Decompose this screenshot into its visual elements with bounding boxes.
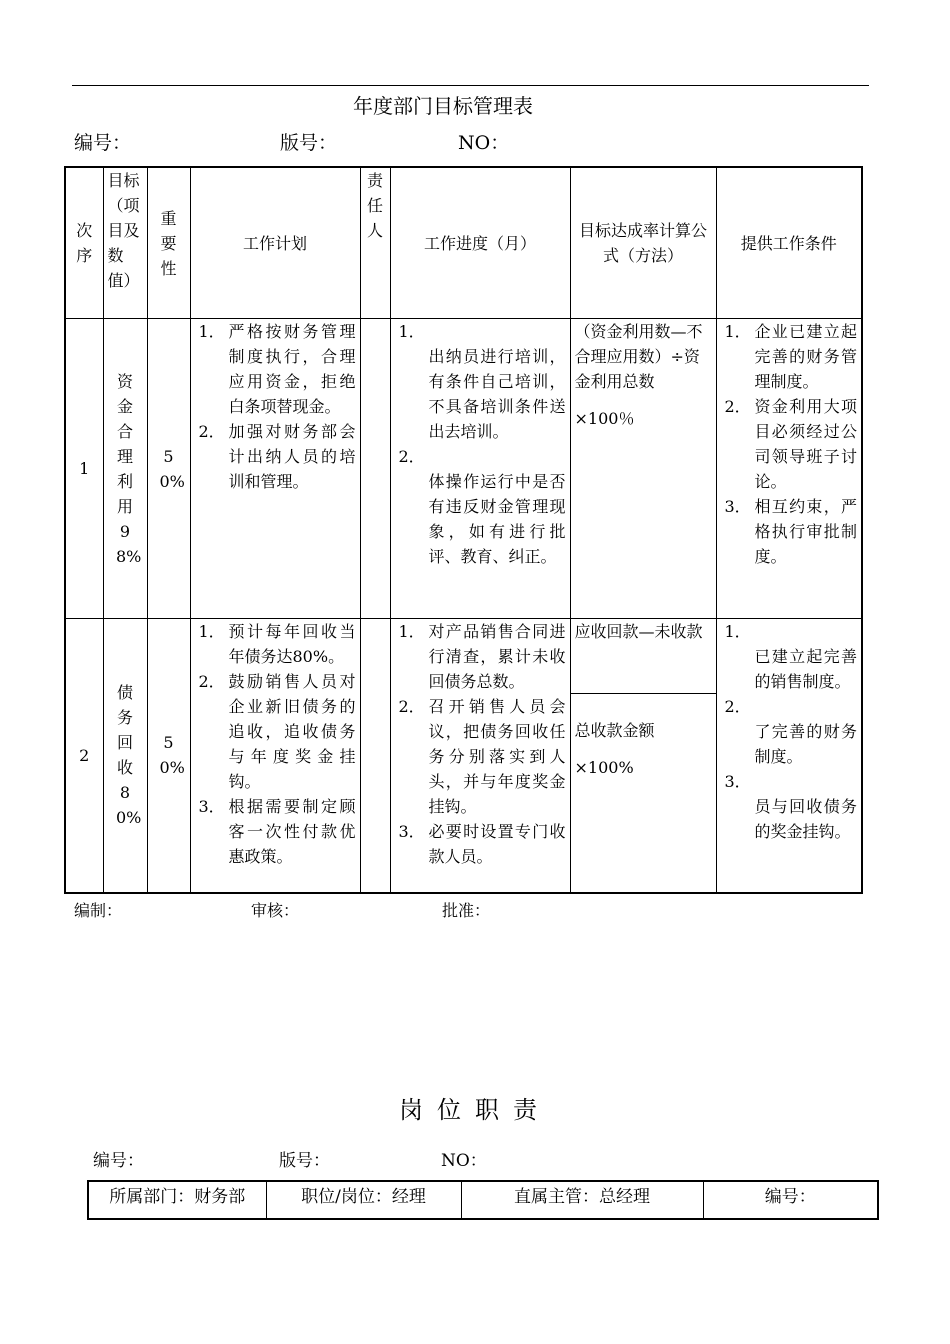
- row-progress: [390, 619, 570, 893]
- version-label: 版号：: [280, 132, 338, 154]
- list-item: 3． 必要时设置专门收款人员。: [398, 822, 566, 866]
- header-target: 目标（项目及数值）: [103, 167, 147, 319]
- code-label: 编号：: [74, 132, 132, 154]
- row-plan: [190, 619, 360, 893]
- header-conditions: 提供工作条件: [716, 167, 862, 319]
- header-seq: 次序: [65, 167, 103, 319]
- list-item: 3． 根据需要制定顾客一次性付款优惠政策。: [198, 797, 356, 866]
- list-item: 1． 已建立起完善的销售制度。: [724, 622, 857, 691]
- table-row: [65, 619, 862, 893]
- header-plan: 工作计划: [190, 167, 360, 319]
- document-title: 年度部门目标管理表: [353, 94, 533, 118]
- row-owner: [360, 619, 390, 893]
- header-owner: 责任人: [360, 167, 390, 319]
- formula-multiplier: ×100%: [574, 758, 634, 777]
- row-formula: [570, 619, 716, 893]
- row-importance: 50%: [147, 319, 190, 619]
- list-item: 1． 严格按财务管理制度执行，合理应用资金，拒绝白条项替现金。: [198, 322, 356, 416]
- formula-multiplier: ×100％: [574, 409, 635, 428]
- top-rule: [72, 85, 869, 86]
- list-item: 3． 员与回收债务的奖金挂钩。: [724, 772, 857, 841]
- prepared-by-label: 编制：: [74, 901, 123, 920]
- list-item: 2． 加强对财务部会计出纳人员的培训和管理。: [198, 422, 356, 491]
- section-version-label: 版号：: [279, 1151, 330, 1171]
- row-formula: [570, 319, 716, 619]
- list-item: 1． 对产品销售合同进行清查，累计未收回债务总数。: [398, 622, 566, 691]
- header-importance: 重要性: [147, 167, 190, 319]
- table-row: [88, 1181, 878, 1219]
- list-item: 1． 预计每年回收当年债务达80%。: [198, 622, 356, 666]
- formula-denominator: 总收款金额: [574, 721, 655, 740]
- section-title: 岗位职责: [399, 1096, 551, 1124]
- list-item: 2． 鼓励销售人员对企业新旧债务的追收，追收债务与年度奖金挂钩。: [198, 672, 356, 791]
- list-item: 3． 相互约束，严格执行审批制度。: [724, 497, 857, 566]
- row-plan: [190, 319, 360, 619]
- header-formula: 目标达成率计算公式（方法）: [570, 167, 716, 319]
- row-owner: [360, 319, 390, 619]
- position-cell: 职位/岗位：经理: [266, 1181, 461, 1219]
- row-progress: [390, 319, 570, 619]
- section-code-label: 编号：: [93, 1151, 144, 1171]
- position-info-table: [87, 1180, 879, 1220]
- target-management-table: [64, 166, 863, 894]
- header-row: [65, 167, 862, 319]
- list-item: 2． 了完善的财务制度。: [724, 697, 857, 766]
- row-seq: 1: [65, 319, 103, 619]
- header-progress: 工作进度（月）: [390, 167, 570, 319]
- row-importance: 50%: [147, 619, 190, 893]
- approved-by-label: 批准：: [442, 901, 491, 920]
- list-item: 1． 出纳员进行培训，有条件自己培训，不具备培训条件送出去培训。: [398, 322, 566, 441]
- department-cell: 所属部门：财务部: [88, 1181, 266, 1219]
- reviewed-by-label: 审核：: [251, 901, 300, 920]
- list-item: 2． 资金利用大项目必须经过公司领导班子讨论。: [724, 397, 857, 491]
- row-target: 债务回收80%: [103, 619, 147, 893]
- row-conditions: [716, 619, 862, 893]
- section-no-label: NO：: [441, 1151, 487, 1171]
- formula-text: 应收回款—未收款: [574, 622, 703, 641]
- position-code-cell: 编号：: [703, 1181, 878, 1219]
- list-item: 2． 体操作运行中是否有违反财金管理现象，如有进行批评、教育、纠正。: [398, 447, 566, 566]
- formula-divider: [571, 693, 716, 694]
- no-label: NO：: [458, 132, 510, 154]
- list-item: 1． 企业已建立起完善的财务管理制度。: [724, 322, 857, 391]
- row-seq: 2: [65, 619, 103, 893]
- row-target: 资金合理利用98%: [103, 319, 147, 619]
- list-item: 2． 召开销售人员会议，把债务回收任务分别落实到人头，并与年度奖金挂钩。: [398, 697, 566, 816]
- formula-text: （资金利用数—不合理应用数）÷资金利用总数: [574, 322, 703, 391]
- supervisor-cell: 直属主管：总经理: [461, 1181, 703, 1219]
- row-conditions: [716, 319, 862, 619]
- table-row: [65, 319, 862, 619]
